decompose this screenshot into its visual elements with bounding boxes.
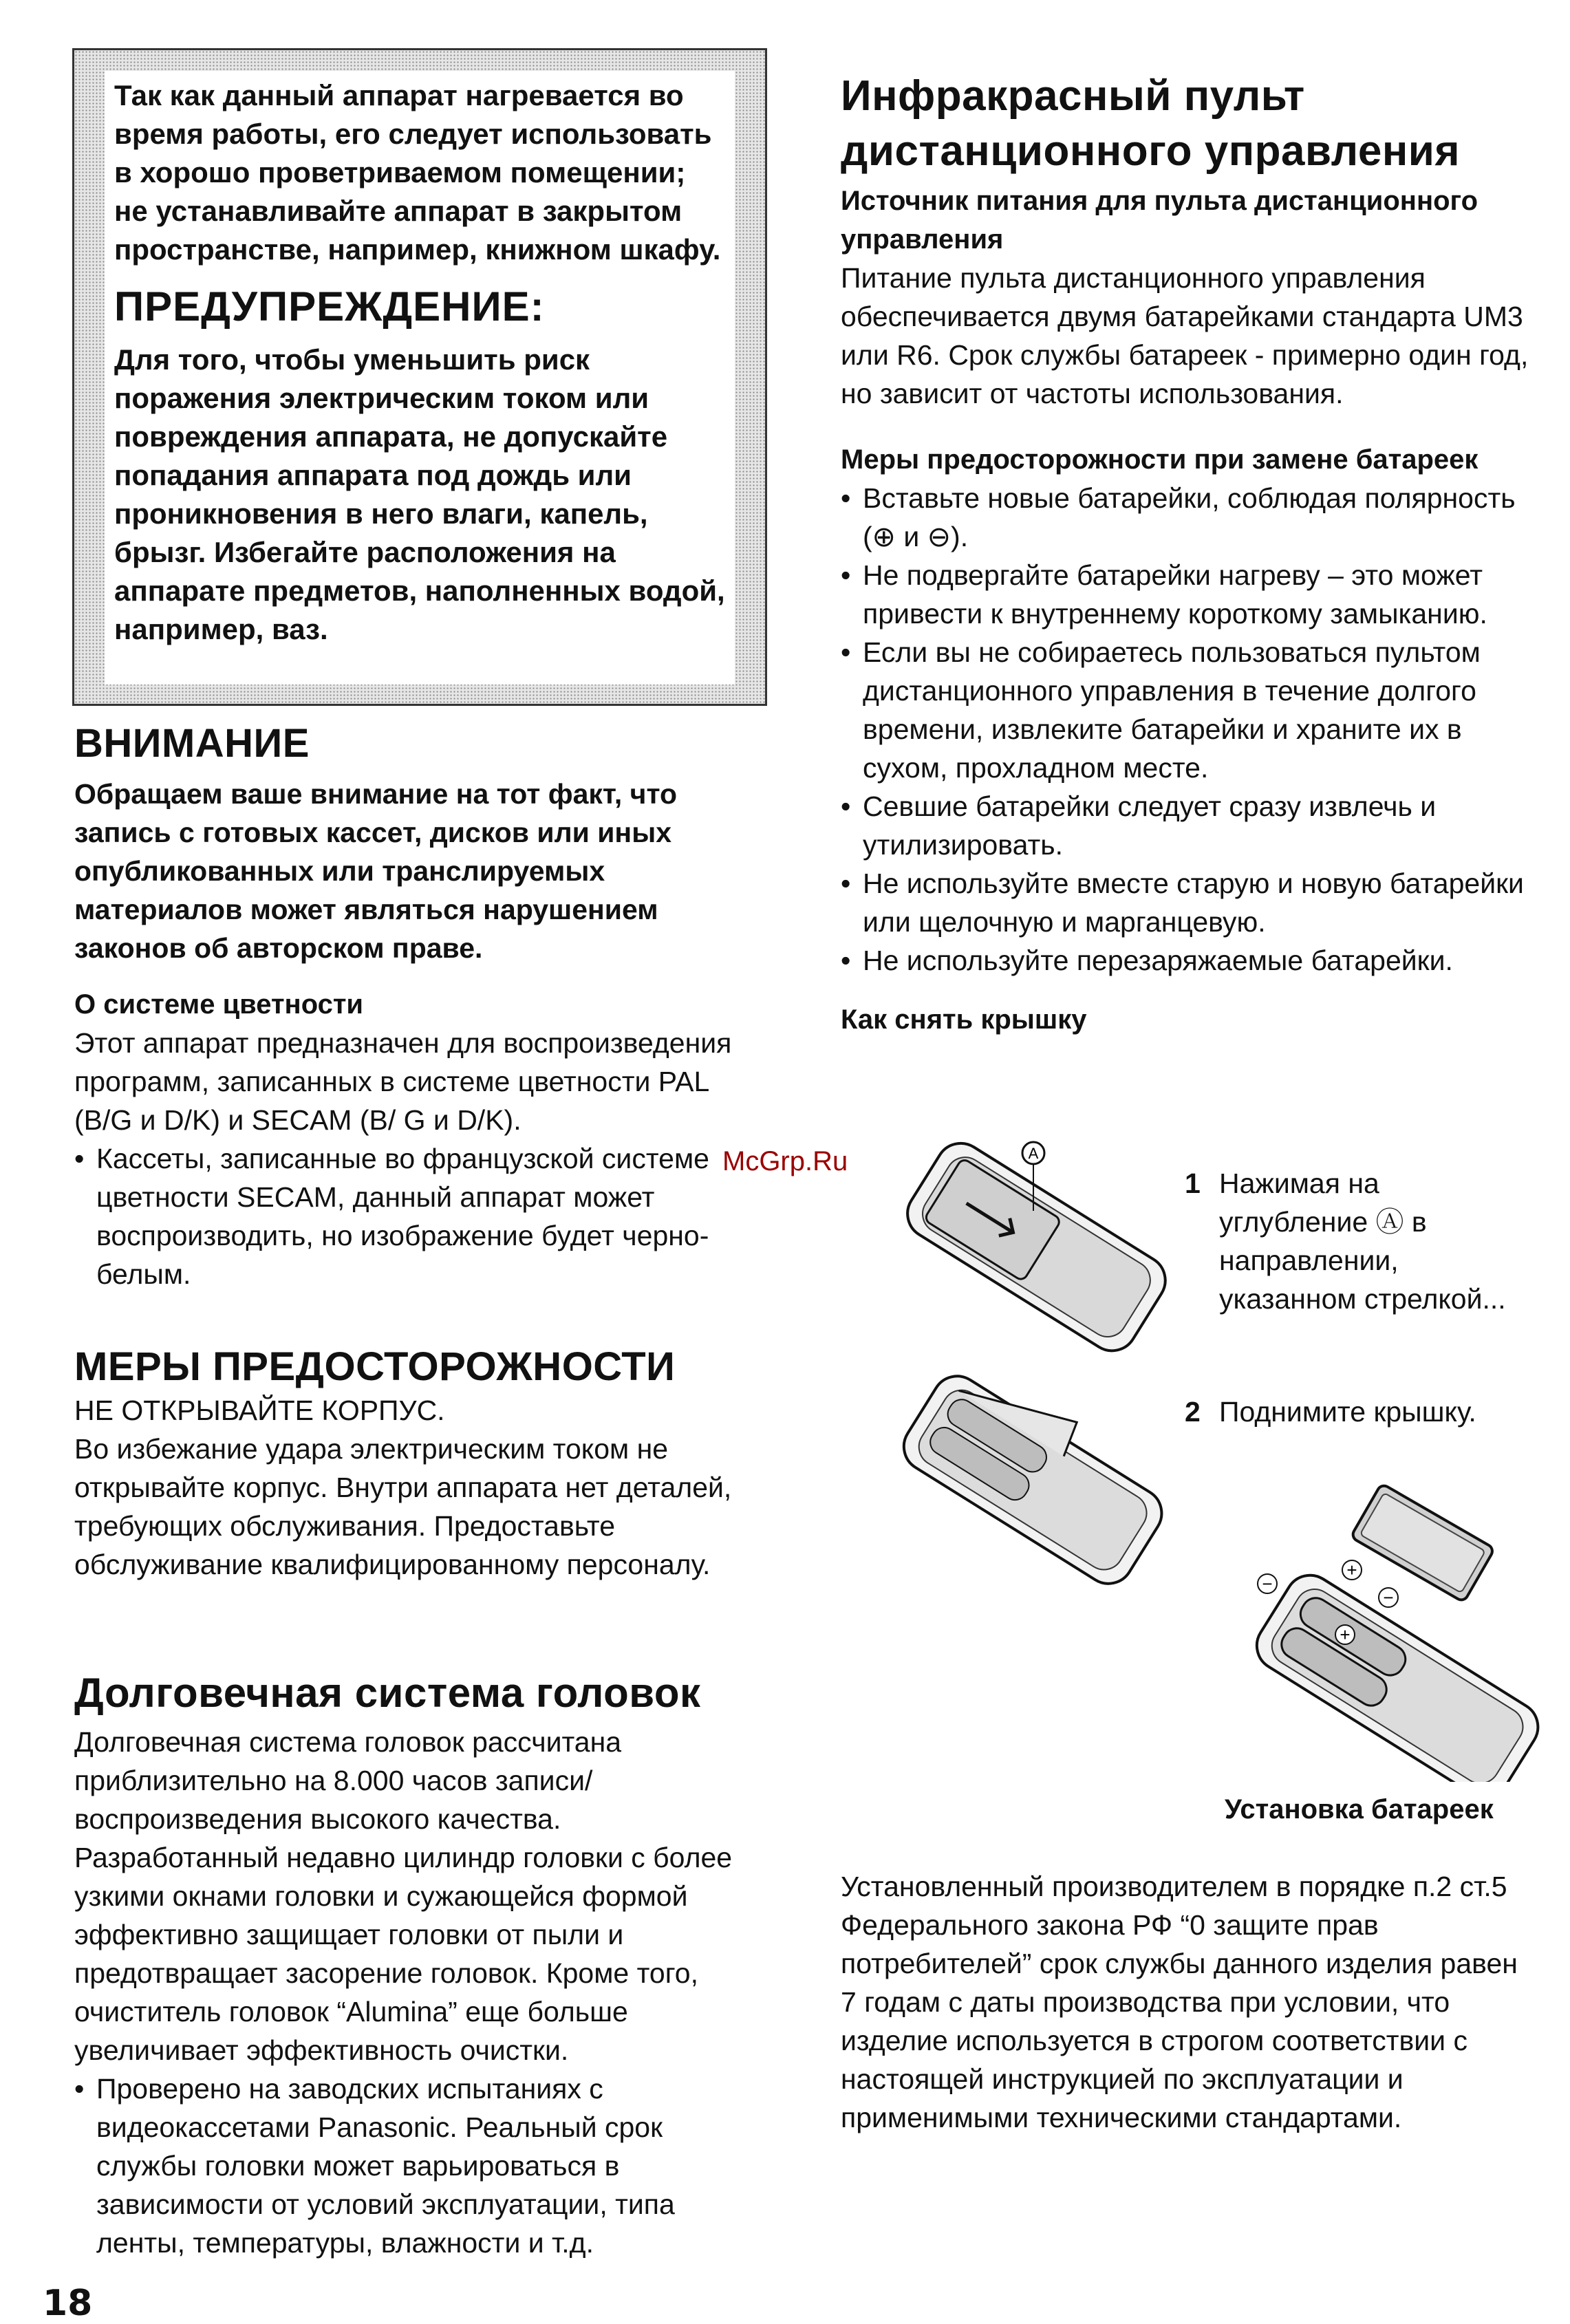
replace-bullet: • Не используйте перезаряжаемые батарейки. xyxy=(841,941,1542,980)
minus-marker: − xyxy=(1383,1587,1394,1608)
power-heading: Источник питания для пульта дистанционного управления xyxy=(841,186,1478,255)
step-1-number: 1 xyxy=(1185,1168,1201,1199)
heads-bullet: • Проверено на заводских испытаниях с видеокассетами Panasonic. Реальный срок службы головки может варьироваться в зависимости от условий эксплуатации, типа ленты, температуры, влажности и т.д. xyxy=(74,2069,769,2262)
step-1-text: Нажимая на углубление Ⓐ в направлении, указанном стрелкой... xyxy=(1219,1168,1506,1315)
replace-bullet: • Не подвергайте батарейки нагреву – это может привести к внутреннему короткому замыканию. xyxy=(841,556,1542,633)
warning-box-inner xyxy=(105,71,735,685)
label-a: A xyxy=(1028,1145,1039,1162)
precautions-section xyxy=(74,1343,769,1584)
color-system-heading: О системе цветности xyxy=(74,989,364,1020)
batteries-caption: Установка батареек xyxy=(1225,1794,1494,1825)
warning-intro: Так как данный аппарат нагревается во время работы, его следует использовать в хорошо проветриваемом помещении; не устанавливайте аппарат в закрытом пространстве, например, книжном шкафу. xyxy=(114,79,721,266)
heads-section xyxy=(74,1668,769,2262)
replace-bullet: • Вставьте новые батарейки, соблюдая полярность (⊕ и ⊖). xyxy=(841,479,1542,556)
plus-marker: + xyxy=(1340,1624,1351,1645)
color-system-bullet: • Кассеты, записанные во французской системе цветности SECAM, данный аппарат может воспроизводить, но изображение будет черно-белым. xyxy=(74,1139,769,1293)
remote-section xyxy=(841,69,1542,1039)
remote-heading: Инфракрасный пульт дистанционного управления xyxy=(841,72,1461,175)
legal-text: Установленный производителем в порядке п.2 ст.5 Федерального закона РФ “0 защите прав потребителей” срок службы данного изделия равен 7 годам с даты производства при условии, что изделие используется в строгом соответствии с настоящей инструкцией по эксплуатации и применимыми техническими стандартами. xyxy=(841,1871,1518,2133)
warning-heading: ПРЕДУПРЕЖДЕНИЕ: xyxy=(114,283,545,330)
plus-marker: + xyxy=(1346,1560,1357,1580)
remote-batteries-illustration xyxy=(1238,1479,1541,1782)
heads-heading: Долговечная система головок xyxy=(74,1670,701,1716)
attention-section xyxy=(74,720,762,967)
warning-text: Для того, чтобы уменьшить риск поражения электрическим током или повреждения аппарата, не допускайте попадания аппарата под дождь или проникновения в него влаги, капель, брызг. Избегайте расположения на аппарате предметов, наполненных водой, например, ваз. xyxy=(114,343,725,645)
precautions-heading: МЕРЫ ПРЕДОСТОРОЖНОСТИ xyxy=(74,1344,676,1389)
cover-heading: Как снять крышку xyxy=(841,1004,1087,1035)
step-1 xyxy=(1185,1164,1542,1370)
step-2 xyxy=(1185,1392,1542,1434)
heads-text: Долговечная система головок рассчитана приблизительно на 8.000 часов записи/ воспроизведения высокого качества. Разработанный недавно цилиндр головки с более узкими окнами головки и сужающейся формой эффективно защищает головки от пыли и предотвращает засорение головок. Кроме того, очиститель головок “Alumina” еще больше увеличивает эффективность очистки. xyxy=(74,1726,733,2066)
replace-bullet: • Севшие батарейки следует сразу извлечь и утилизировать. xyxy=(841,787,1542,864)
color-system-section xyxy=(74,985,769,1293)
watermark: McGrp.Ru xyxy=(722,1146,848,1176)
remote-open-illustration xyxy=(874,1362,1176,1596)
warning-box xyxy=(72,48,767,706)
legal-section xyxy=(841,1867,1529,2137)
power-text: Питание пульта дистанционного управления обеспечивается двумя батарейками стандарта UM3 или R6. Срок службы батареек - примерно один год, но зависит от частоты использования. xyxy=(841,262,1529,409)
minus-marker: − xyxy=(1262,1573,1273,1594)
replace-bullet: • Если вы не собираетесь пользоваться пультом дистанционного управления в течение долгого времени, извлеките батарейки и храните их в сухом, прохладном месте. xyxy=(841,633,1542,787)
remote-press-illustration xyxy=(874,1128,1176,1376)
replace-bullet: • Не используйте вместе старую и новую батарейки или щелочную и марганцевую. xyxy=(841,864,1542,941)
step-2-text: Поднимите крышку. xyxy=(1219,1396,1476,1428)
page-number: 18 xyxy=(43,2283,93,2324)
precautions-text: Во избежание удара электрическим током не открывайте корпус. Внутри аппарата нет деталей, требующих обслуживания. Предоставьте обслуживание квалифицированному персоналу. xyxy=(74,1433,732,1580)
step-2-number: 2 xyxy=(1185,1396,1201,1428)
attention-heading: ВНИМАНИЕ xyxy=(74,721,310,766)
color-system-text: Этот аппарат предназначен для воспроизведения программ, записанных в системе цветности PAL (B/G и D/K) и SECAM (B/ G и D/K). xyxy=(74,1027,732,1136)
attention-text: Обращаем ваше внимание на тот факт, что запись с готовых кассет, дисков или иных опубликованных или транслируемых материалов может являться нарушением законов об авторском праве. xyxy=(74,778,678,964)
precautions-line1: НЕ ОТКРЫВАЙТЕ КОРПУС. xyxy=(74,1395,445,1426)
replace-heading: Меры предосторожности при замене батареек xyxy=(841,444,1478,475)
